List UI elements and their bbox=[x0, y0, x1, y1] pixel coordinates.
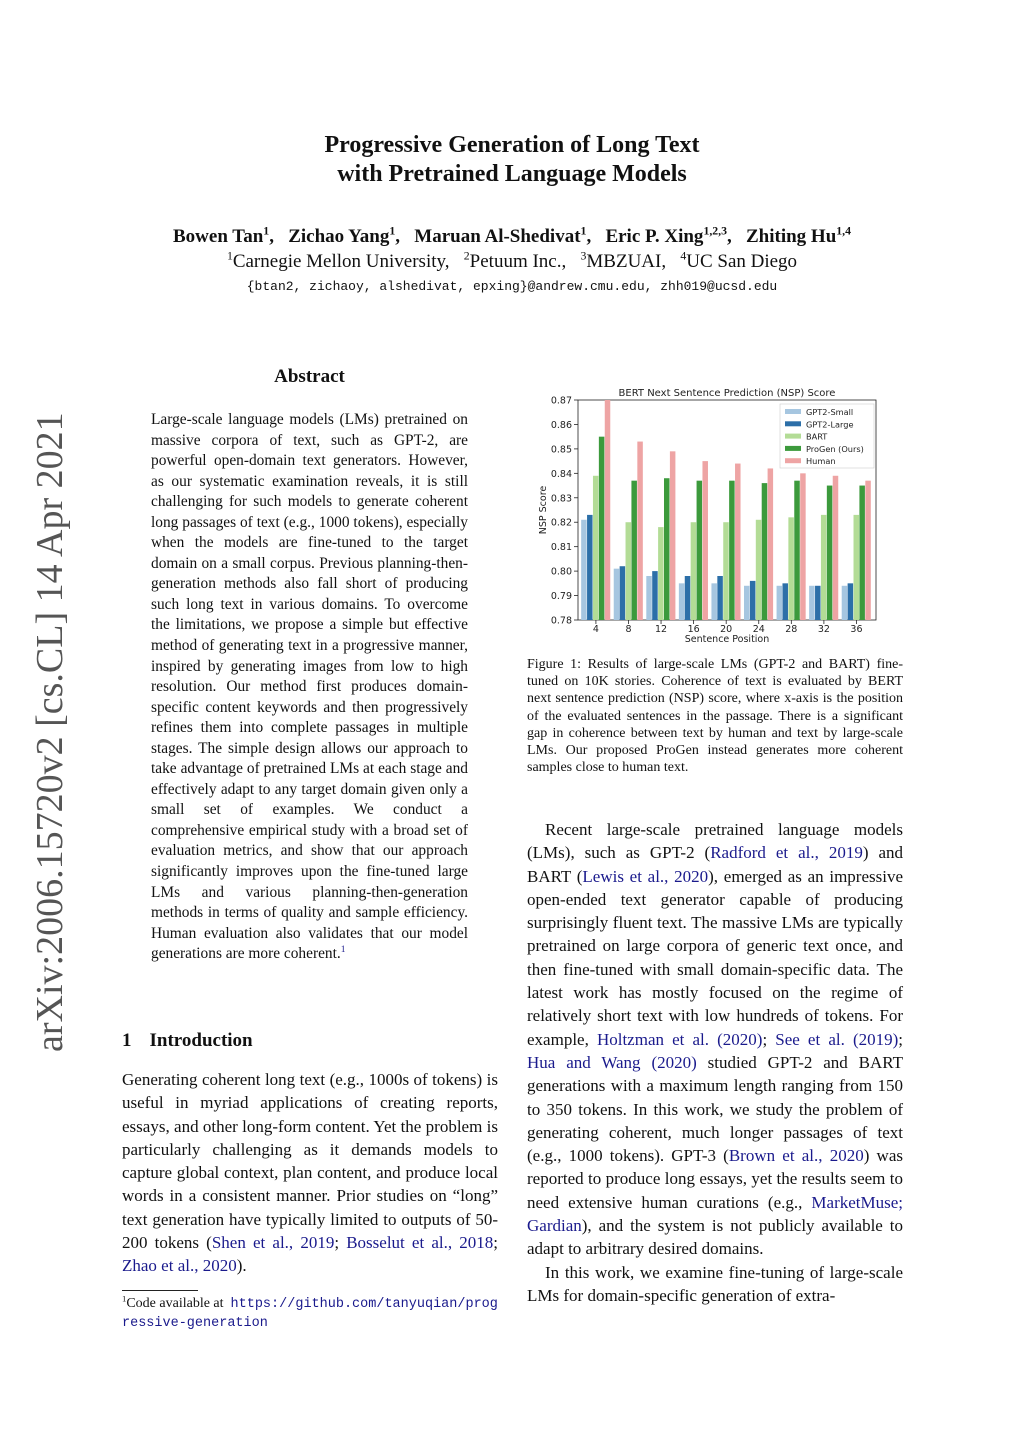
bar-bart bbox=[723, 522, 729, 620]
x-tick-label: 20 bbox=[720, 624, 733, 635]
legend-swatch bbox=[785, 409, 801, 414]
x-axis-label: Sentence Position bbox=[684, 634, 770, 644]
bar-human bbox=[735, 464, 741, 620]
citation-link[interactable]: Zhao et al., 2020 bbox=[122, 1256, 237, 1276]
author: Maruan Al-Shedivat$^1$ bbox=[414, 224, 587, 247]
y-tick-label: 0.85 bbox=[550, 444, 572, 456]
bar-gpt2-large bbox=[848, 583, 854, 620]
paragraph-text: Recent large-scale pretrained language models (LMs), such as GPT-2 ( bbox=[527, 820, 903, 863]
bar-human bbox=[865, 481, 871, 620]
bar-human bbox=[768, 468, 774, 620]
footnote-divider bbox=[122, 1290, 198, 1291]
bar-bart bbox=[821, 515, 827, 620]
citation-link[interactable]: Bosselut et al., 2018 bbox=[346, 1233, 494, 1253]
bar-progen-ours- bbox=[762, 483, 768, 620]
title-line-2: with Pretrained Language Models bbox=[337, 161, 687, 187]
author: Zichao Yang$^1$ bbox=[288, 224, 396, 247]
x-tick-label: 36 bbox=[850, 624, 863, 635]
author-list: Bowen Tan$^1$, Zichao Yang$^1$, Maruan Al-Shedivat$^1$, Eric P. Xing$^{1,2,3}$, Zhiting Hu$^{1,4}$ bbox=[173, 224, 851, 247]
author: Bowen Tan$^1$ bbox=[173, 224, 270, 247]
footnote: $^1$Code available at https://github.com/tanyuqian/progressive-generation bbox=[122, 1293, 498, 1331]
legend-label: ProGen (Ours) bbox=[806, 443, 864, 454]
bar-progen-ours- bbox=[859, 486, 865, 620]
legend-swatch bbox=[785, 446, 801, 451]
legend-label: GPT2-Small bbox=[806, 407, 854, 417]
bar-progen-ours- bbox=[697, 481, 703, 620]
y-tick-label: 0.86 bbox=[550, 419, 572, 431]
y-tick-label: 0.78 bbox=[550, 615, 572, 627]
title-line-1: Progressive Generation of Long Text bbox=[324, 132, 700, 158]
bar-human bbox=[702, 461, 708, 620]
x-tick-label: 12 bbox=[655, 624, 668, 635]
citation-link[interactable]: Radford et al., 2019 bbox=[710, 843, 863, 863]
y-tick-label: 0.83 bbox=[550, 493, 572, 505]
y-tick-label: 0.82 bbox=[550, 517, 572, 529]
bar-gpt2-small bbox=[614, 569, 620, 620]
bar-gpt2-small bbox=[679, 583, 685, 620]
paragraph-text: ), emerged as an impressive open-ended text generator capable of producing surprisingly fluent text. The massive LMs are typically pretrained on large corpora of generic text once, and then fine-tuned with small domain-specific data. The latest work has mostly focused on the regime of relatively short text with low hundreds of tokens. For example, bbox=[527, 866, 903, 1049]
bar-progen-ours- bbox=[664, 478, 670, 620]
legend-label: BART bbox=[806, 431, 828, 442]
paragraph-text: studied GPT-2 and BART generations with a maximum length ranging from 150 to 350 tokens. In this work, we study the problem of generating coherent, much longer passages of text (e.g., 1000 tokens). GPT-3 ( bbox=[527, 1052, 903, 1166]
y-axis-label: NSP Score bbox=[538, 485, 549, 535]
author: Zhiting Hu$^{1,4}$ bbox=[745, 224, 851, 247]
citation-link[interactable]: Hua and Wang (2020) bbox=[527, 1052, 697, 1072]
figure-caption: Figure 1: Results of large-scale LMs (GPT-2 and BART) fine-tuned on 10K stories. Coherence of text is evaluated by BERT next sentence prediction (NSP) score, where x-axis is the position of the evaluated sentences in the passage. There is a significant gap in coherence between text by human and text by large-scale LMs. Our proposed ProGen instead generates more coherent samples close to human text. bbox=[527, 657, 903, 776]
bar-bart bbox=[626, 522, 632, 620]
bar-bart bbox=[593, 476, 599, 620]
nsp-bar-chart bbox=[530, 382, 880, 644]
bar-gpt2-large bbox=[750, 581, 756, 620]
abstract-heading: Abstract bbox=[274, 366, 345, 387]
bar-gpt2-small bbox=[646, 576, 652, 620]
bar-human bbox=[670, 451, 676, 620]
legend-swatch bbox=[785, 458, 801, 463]
author: Eric P. Xing$^{1,2,3}$ bbox=[605, 224, 727, 247]
paragraph-text: ) was reported to produce long essays, yet the results seem to need extensive human curations (e.g., bbox=[527, 1146, 903, 1212]
arxiv-identifier: arXiv:2006.15720v2 [cs.CL] 14 Apr 2021 bbox=[29, 412, 71, 1052]
intro-paragraph-2 bbox=[527, 818, 903, 1261]
x-tick-label: 28 bbox=[785, 624, 798, 635]
bar-gpt2-large bbox=[652, 571, 658, 620]
footnote-marker[interactable]: 1 bbox=[340, 944, 346, 956]
paragraph-text: ), and the system is not publicly available to adapt to arbitrary desired domains. bbox=[527, 1216, 903, 1259]
x-tick-label: 32 bbox=[817, 624, 830, 635]
paragraph-text: ; bbox=[762, 1029, 776, 1049]
bar-gpt2-large bbox=[587, 515, 593, 620]
x-tick-label: 8 bbox=[625, 624, 632, 635]
paragraph-text: ) and BART ( bbox=[527, 843, 903, 886]
paragraph-text: ; bbox=[898, 1029, 903, 1049]
bar-bart bbox=[854, 515, 860, 620]
bar-bart bbox=[658, 527, 664, 620]
x-tick-label: 4 bbox=[592, 624, 599, 635]
bar-bart bbox=[788, 517, 794, 620]
section-heading-introduction: 1 Introduction bbox=[122, 1030, 253, 1051]
intro-paragraph: Generating coherent long text (e.g., 1000s of tokens) is useful in myriad applications of creating reports, essays, and other long-form content. Yet the problem is particularly challenging as it demands models to capture global context, plan content, and produce local words in a consistent manner. Prior studies on “long” text generation have typically limited to outputs of 50-200 tokens (Shen et al., 2019; Bosselut et al., 2018; Zhao et al., 2020). bbox=[122, 1070, 498, 1276]
x-tick-label: 16 bbox=[687, 624, 700, 635]
intro-paragraph-3: In this work, we examine fine-tuning of large-scale LMs for domain-specific generation of extra- bbox=[527, 1262, 903, 1305]
abstract-text: Large-scale language models (LMs) pretrained on massive corpora of text, such as GPT-2, are powerful open-domain text generators. However, as our systematic examination reveals, it is still challenging for such models to generate coherent long passages of text (e.g., 1000 tokens), especially when the models are fine-tuned to the target domain on a small corpus. Previous planning-then-generation methods also fall short of producing such long text in various domains. To overcome the limitations, we propose a simple but effective method of generating text in a progressive manner, inspired by generating images from low to high resolution. Our method first produces domain-specific content keywords and then progressively refines them into complete passages in multiple stages. The simple design allows our approach to take advantage of pretrained LMs at each stage and effectively adapt to any target domain given only a small set of examples. We conduct a comprehensive empirical study with a broad set of evaluation metrics, and show that our approach significantly improves upon the fine-tuned large LMs and various planning-then-generation methods in terms of quality and sample efficiency. Human evaluation also validates that our model generations are more coherent.$^1$ bbox=[151, 411, 468, 963]
citation-link[interactable]: Lewis et al., 2020 bbox=[582, 866, 709, 886]
citation-link[interactable]: MarketMuse; Gardian bbox=[527, 1192, 903, 1236]
y-tick-label: 0.81 bbox=[550, 542, 572, 554]
chart-title: BERT Next Sentence Prediction (NSP) Score bbox=[618, 388, 836, 399]
y-tick-label: 0.84 bbox=[550, 468, 572, 480]
bar-gpt2-large bbox=[685, 576, 691, 620]
bar-human bbox=[833, 476, 839, 620]
citation-link[interactable]: See et al. (2019) bbox=[775, 1029, 899, 1049]
y-tick-label: 0.87 bbox=[550, 395, 572, 407]
bar-progen-ours- bbox=[631, 481, 637, 620]
bar-gpt2-small bbox=[711, 583, 717, 620]
bar-progen-ours- bbox=[794, 481, 800, 620]
bar-gpt2-large bbox=[620, 566, 626, 620]
bar-gpt2-small bbox=[842, 586, 848, 620]
bar-human bbox=[800, 473, 806, 620]
legend-label: Human bbox=[806, 456, 836, 467]
bar-human bbox=[637, 442, 643, 620]
citation-link[interactable]: Shen et al., 2019 bbox=[211, 1233, 335, 1253]
bar-bart bbox=[756, 520, 762, 620]
bar-gpt2-small bbox=[581, 520, 587, 620]
citation-link[interactable]: Holtzman et al. (2020) bbox=[596, 1029, 763, 1049]
intro-right-column bbox=[527, 818, 903, 1307]
citation-link[interactable]: Brown et al., 2020 bbox=[728, 1146, 864, 1166]
legend-swatch bbox=[785, 421, 801, 426]
bar-gpt2-large bbox=[717, 576, 723, 620]
bar-progen-ours- bbox=[599, 437, 605, 620]
bar-gpt2-large bbox=[815, 586, 821, 620]
legend-label: GPT2-Large bbox=[806, 419, 854, 430]
paper-title bbox=[0, 131, 1024, 189]
bar-progen-ours- bbox=[827, 486, 833, 620]
x-tick-label: 24 bbox=[752, 624, 765, 635]
legend-swatch bbox=[785, 434, 801, 439]
affiliations: $^1$Carnegie Mellon University, $^2$Petuum Inc., $^3$MBZUAI, $^4$UC San Diego bbox=[226, 249, 798, 272]
author-emails: {btan2, zichaoy, alshedivat, epxing}@andrew.cmu.edu, zhh019@ucsd.edu bbox=[246, 279, 778, 294]
bar-human bbox=[605, 400, 611, 620]
bar-progen-ours- bbox=[729, 481, 735, 620]
bar-gpt2-small bbox=[777, 586, 783, 620]
bar-bart bbox=[691, 522, 697, 620]
code-url-link[interactable]: https://github.com/tanyuqian/progressive-generation bbox=[122, 1297, 498, 1331]
bar-gpt2-small bbox=[809, 586, 815, 620]
bar-gpt2-large bbox=[782, 583, 788, 620]
y-tick-label: 0.80 bbox=[550, 566, 572, 578]
bar-gpt2-small bbox=[744, 586, 750, 620]
y-tick-label: 0.79 bbox=[550, 591, 572, 603]
